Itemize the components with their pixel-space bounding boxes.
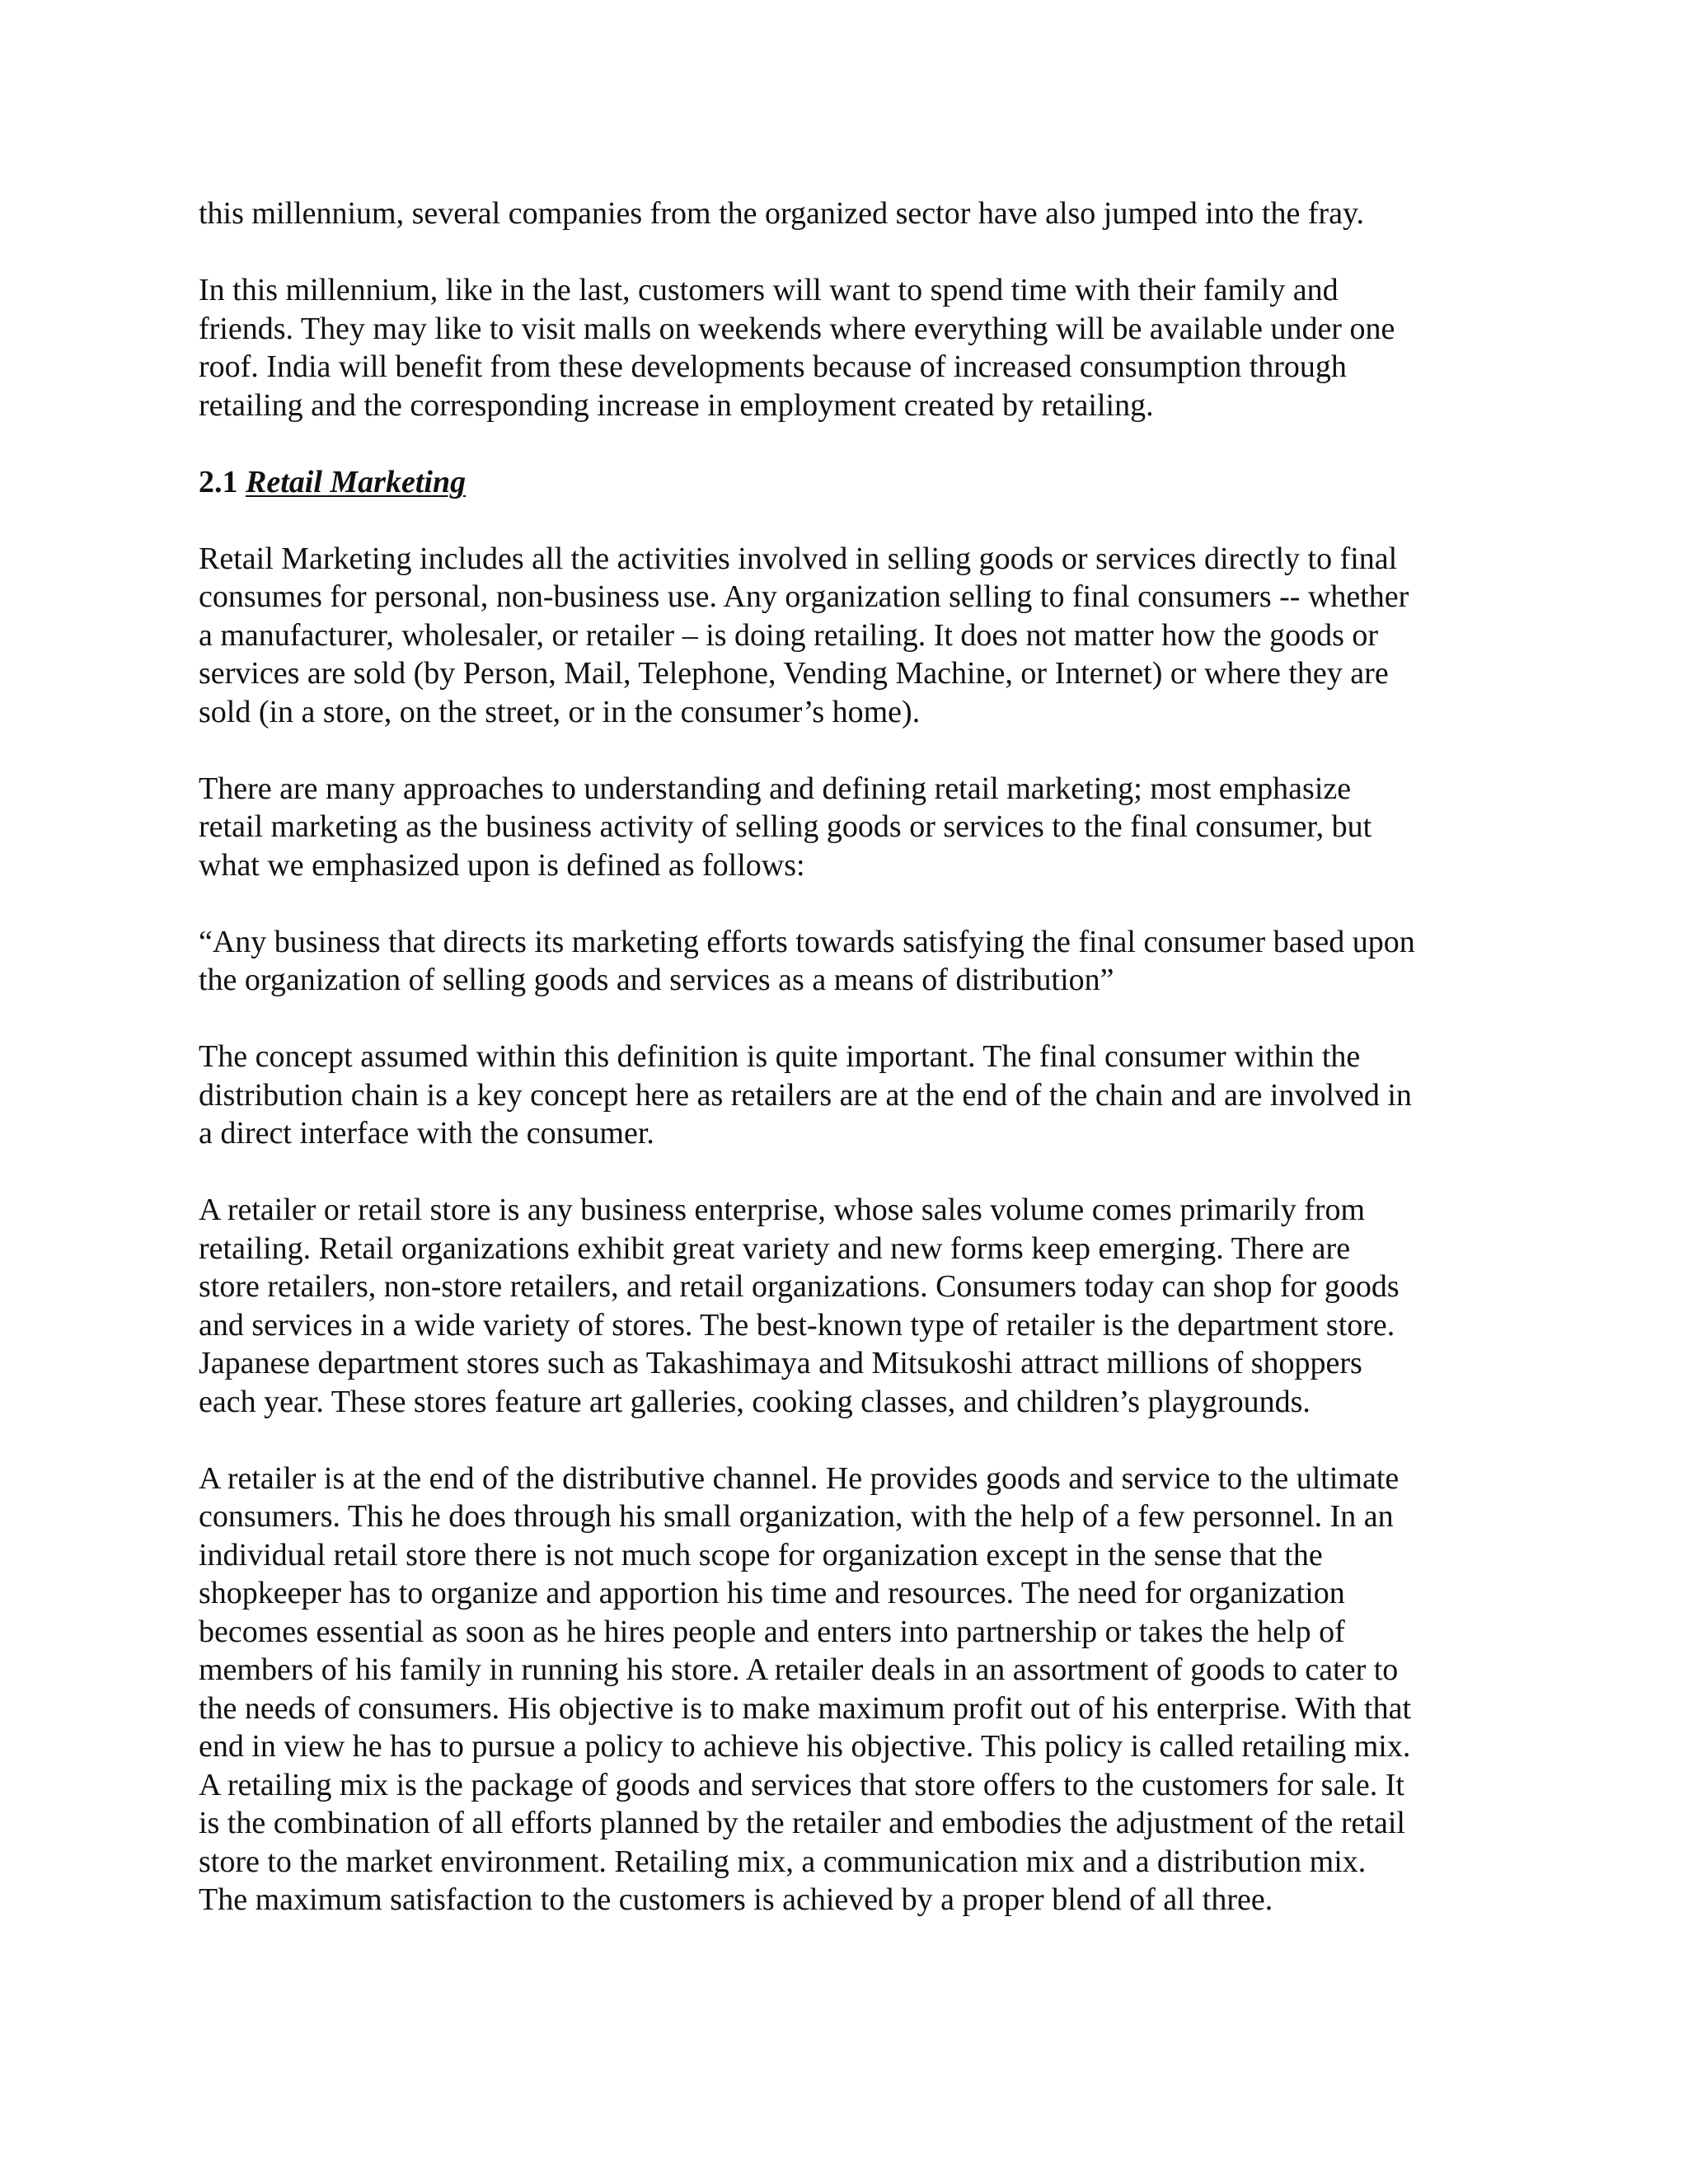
- text-line: A retailer is at the end of the distributive channel. He provides goods and service to the ultimate: [199, 1460, 1400, 1496]
- text-line: consumes for personal, non-business use. Any organization selling to final consumers -- whether: [199, 579, 1409, 614]
- text-line: shopkeeper has to organize and apportion his time and resources. The need for organization: [199, 1576, 1345, 1610]
- text-line: retail marketing as the business activity of selling goods or services to the final consumer, but: [199, 809, 1372, 844]
- text-line: end in view he has to pursue a policy to achieve his objective. This policy is called retailing mix.: [199, 1729, 1411, 1764]
- text-line: this millennium, several companies from the organized sector have also jumped into the fray.: [199, 196, 1365, 231]
- section-heading: [199, 463, 1501, 502]
- text-line: A retailing mix is the package of goods and services that store offers to the customers for sale. It: [199, 1767, 1404, 1802]
- section-number: 2.1: [199, 464, 238, 499]
- text-line: retailing. Retail organizations exhibit great variety and new forms keep emerging. There are: [199, 1230, 1351, 1266]
- text-line: each year. These stores feature art galleries, cooking classes, and children’s playgrounds.: [199, 1384, 1311, 1419]
- paragraph-continuation: [199, 194, 1501, 233]
- text-line: Japanese department stores such as Takashimaya and Mitsukoshi attract millions of shoppers: [199, 1346, 1362, 1380]
- text-line: “Any business that directs its marketing efforts towards satisfying the final consumer based upon: [199, 924, 1415, 959]
- document-body: [199, 194, 1501, 1957]
- text-line: becomes essential as soon as he hires people and enters into partnership or takes the help of: [199, 1614, 1345, 1649]
- section-title: Retail Marketing: [246, 464, 467, 499]
- paragraph-millennium-customers: [199, 271, 1501, 424]
- text-line: Retail Marketing includes all the activities involved in selling goods or services directly to final: [199, 541, 1398, 576]
- text-line: a direct interface with the consumer.: [199, 1116, 654, 1151]
- text-line: friends. They may like to visit malls on weekends where everything will be available under one: [199, 311, 1395, 346]
- text-line: is the combination of all efforts planned by the retailer and embodies the adjustment of the retail: [199, 1806, 1405, 1840]
- text-line: The maximum satisfaction to the customers is achieved by a proper blend of all three.: [199, 1882, 1273, 1917]
- text-line: In this millennium, like in the last, customers will want to spend time with their family and: [199, 273, 1339, 307]
- text-line: members of his family in running his store. A retailer deals in an assortment of goods to cater to: [199, 1652, 1399, 1687]
- text-line: There are many approaches to understanding and defining retail marketing; most emphasize: [199, 771, 1352, 806]
- text-line: a manufacturer, wholesaler, or retailer – is doing retailing. It does not matter how the goods or: [199, 617, 1379, 653]
- paragraph-retailing-mix: [199, 1460, 1501, 1919]
- text-line: services are sold (by Person, Mail, Telephone, Vending Machine, or Internet) or where they are: [199, 656, 1389, 691]
- text-line: store retailers, non-store retailers, and retail organizations. Consumers today can shop for goods: [199, 1269, 1400, 1304]
- text-line: and services in a wide variety of stores. The best-known type of retailer is the department store.: [199, 1307, 1395, 1343]
- paragraph-approaches: [199, 770, 1501, 885]
- text-line: sold (in a store, on the street, or in the consumer’s home).: [199, 694, 921, 729]
- paragraph-retail-store: [199, 1191, 1501, 1421]
- text-line: The concept assumed within this definition is quite important. The final consumer within the: [199, 1039, 1361, 1074]
- text-line: A retailer or retail store is any business enterprise, whose sales volume comes primarily from: [199, 1193, 1366, 1227]
- text-line: distribution chain is a key concept here as retailers are at the end of the chain and are involved in: [199, 1077, 1412, 1113]
- text-line: what we emphasized upon is defined as follows:: [199, 847, 805, 883]
- text-line: the organization of selling goods and services as a means of distribution”: [199, 963, 1114, 997]
- text-line: the needs of consumers. His objective is to make maximum profit out of his enterprise. With that: [199, 1690, 1412, 1726]
- text-line: roof. India will benefit from these developments because of increased consumption through: [199, 349, 1347, 384]
- paragraph-concept: [199, 1038, 1501, 1153]
- text-line: retailing and the corresponding increase in employment created by retailing.: [199, 387, 1154, 423]
- paragraph-retail-marketing-definition: [199, 540, 1501, 732]
- text-line: individual retail store there is not much scope for organization except in the sense that the: [199, 1537, 1323, 1572]
- text-line: store to the market environment. Retailing mix, a communication mix and a distribution mix.: [199, 1844, 1367, 1879]
- paragraph-quoted-definition: [199, 923, 1501, 1000]
- text-line: consumers. This he does through his small organization, with the help of a few personnel. In an: [199, 1499, 1394, 1534]
